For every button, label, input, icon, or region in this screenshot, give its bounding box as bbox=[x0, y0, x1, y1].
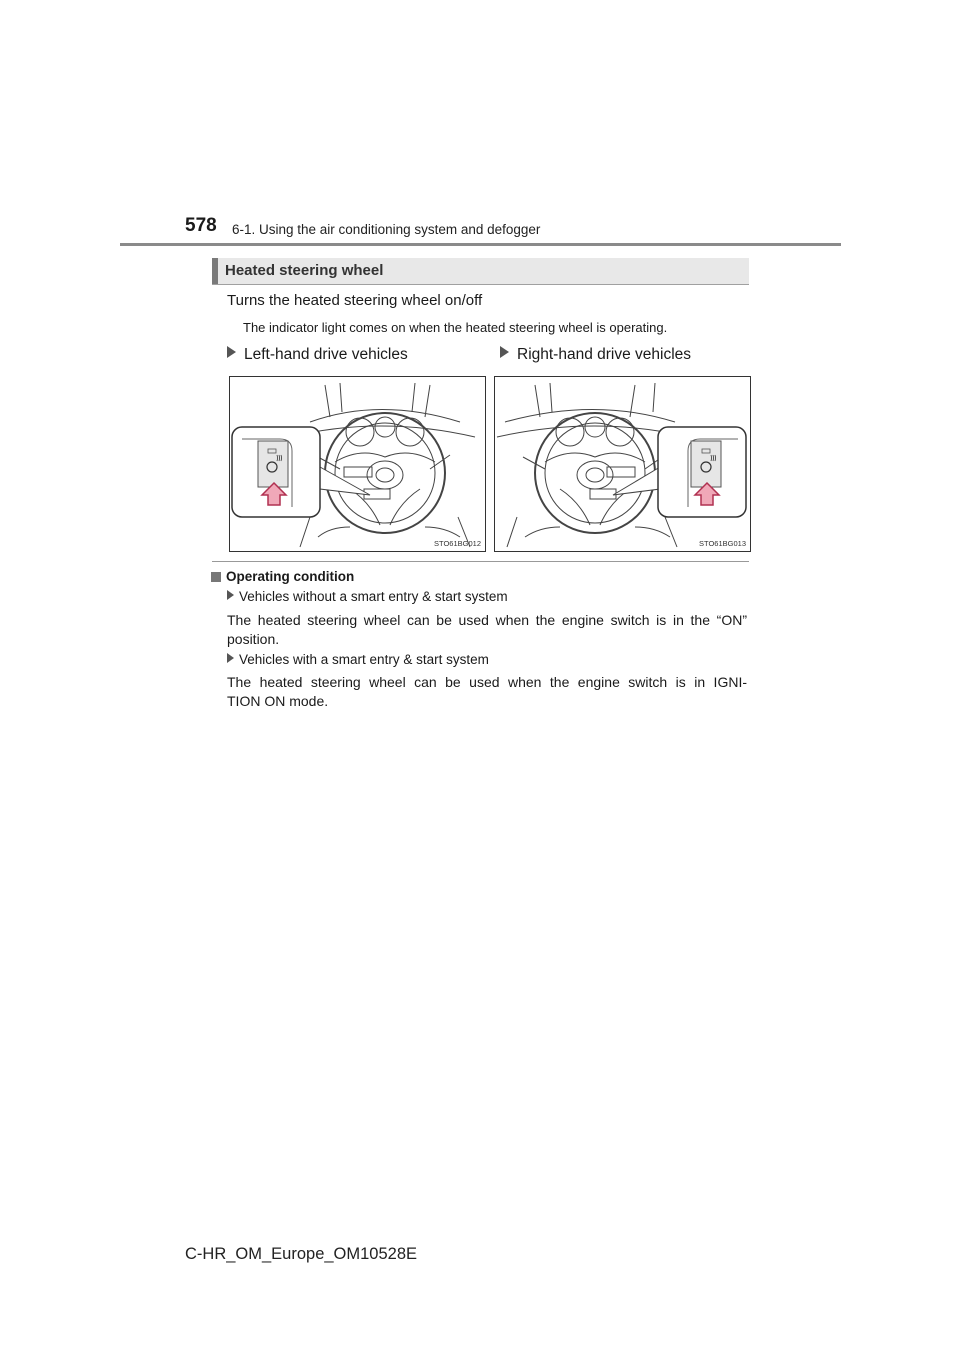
figure-code-left: STO61BG012 bbox=[434, 539, 481, 548]
condition-item-label bbox=[227, 589, 508, 604]
figure-code-right: STO61BG013 bbox=[699, 539, 746, 548]
triangle-bullet-icon bbox=[227, 346, 236, 358]
triangle-bullet-icon bbox=[500, 346, 509, 358]
right-hand-drive-text: Right-hand drive vehicles bbox=[517, 346, 692, 363]
operating-condition-heading-text: Operating condition bbox=[226, 569, 355, 584]
condition-item-label bbox=[227, 652, 489, 667]
square-bullet-icon bbox=[211, 572, 221, 582]
page-number: 578 bbox=[185, 215, 217, 236]
chapter-title: 6-1. Using the air conditioning system and defogger bbox=[232, 222, 541, 237]
condition-text-line: TION ON mode. bbox=[227, 693, 329, 709]
footer-document-id: C-HR_OM_Europe_OM10528E bbox=[185, 1245, 418, 1263]
left-hand-drive-label bbox=[227, 346, 408, 364]
right-hand-drive-label bbox=[500, 346, 691, 364]
note-text: The indicator light comes on when the heated steering wheel is operating. bbox=[243, 320, 668, 335]
header-rule bbox=[120, 243, 841, 246]
left-hand-drive-text: Left-hand drive vehicles bbox=[244, 346, 408, 363]
section-title: Heated steering wheel bbox=[225, 262, 384, 279]
condition-item-text bbox=[227, 673, 747, 711]
section-accent bbox=[212, 258, 218, 284]
steering-wheel-illustration-right bbox=[495, 377, 750, 551]
condition-item-label-text: Vehicles without a smart entry & start system bbox=[239, 589, 508, 604]
condition-text-line: position. bbox=[227, 631, 280, 647]
intro-text: Turns the heated steering wheel on/off bbox=[227, 292, 483, 309]
condition-text-line: The heated steering wheel can be used when the engine switch is in IGNI- bbox=[227, 674, 747, 690]
separator-rule bbox=[212, 561, 749, 562]
operating-condition-heading bbox=[211, 569, 354, 584]
figure-left-hand-drive bbox=[229, 376, 486, 552]
section-title-bar bbox=[212, 258, 749, 285]
figure-right-hand-drive bbox=[494, 376, 751, 552]
triangle-bullet-icon bbox=[227, 653, 234, 663]
condition-item-label-text: Vehicles with a smart entry & start system bbox=[239, 652, 489, 667]
condition-item-text bbox=[227, 611, 747, 649]
condition-text-line: The heated steering wheel can be used when the engine switch is in the “ON” bbox=[227, 612, 747, 628]
steering-wheel-illustration-left bbox=[230, 377, 485, 551]
triangle-bullet-icon bbox=[227, 590, 234, 600]
